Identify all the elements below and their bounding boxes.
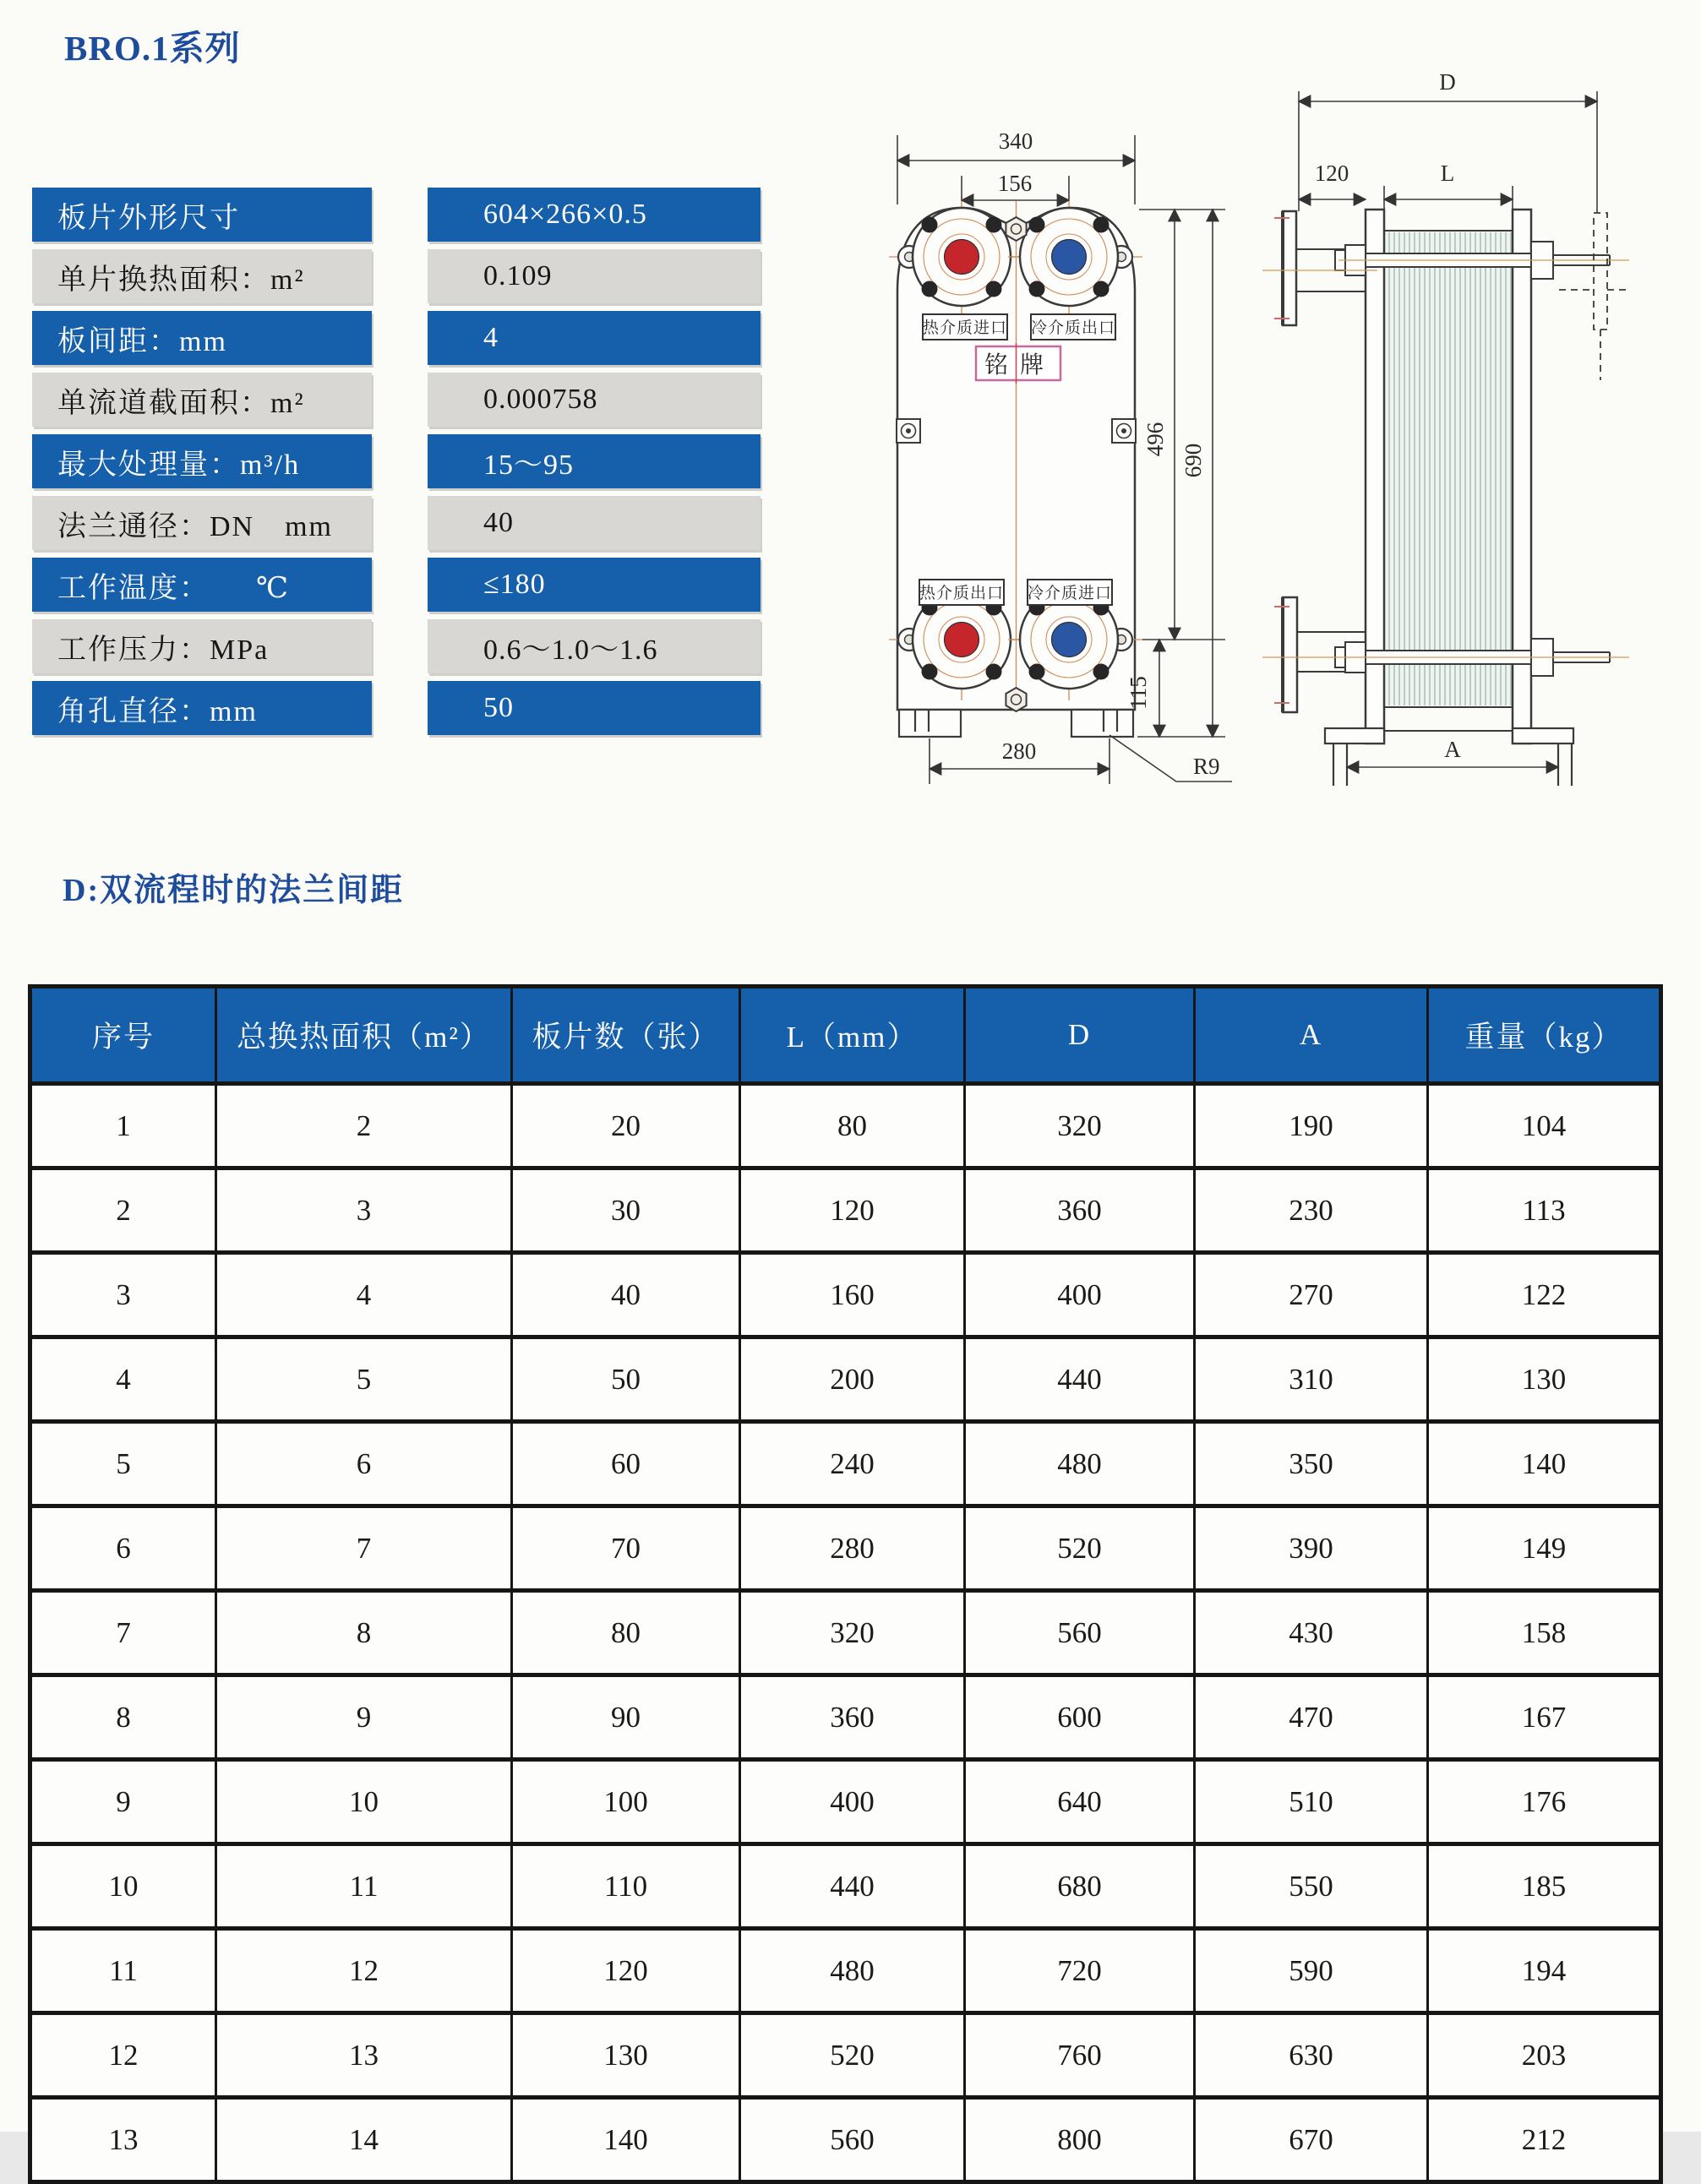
spec-label: 角孔直径：mm: [32, 681, 372, 735]
column-header: L（mm）: [740, 987, 965, 1084]
table-cell: 185: [1428, 1844, 1661, 1929]
table-cell: 720: [965, 1929, 1195, 2013]
table-cell: 3: [216, 1168, 512, 1253]
table-cell: 160: [740, 1253, 965, 1337]
table-cell: 6: [216, 1422, 512, 1506]
table-cell: 5: [30, 1422, 216, 1506]
table-cell: 550: [1195, 1844, 1428, 1929]
spec-value: 4: [428, 311, 761, 365]
spec-value: 50: [428, 681, 761, 735]
table-row: [30, 2098, 1661, 2182]
table-row: [30, 1084, 1661, 1168]
table-cell: 470: [1195, 1675, 1428, 1760]
table-cell: 113: [1428, 1168, 1661, 1253]
table-cell: 120: [512, 1929, 740, 2013]
table-cell: 480: [965, 1422, 1195, 1506]
page-subtitle: D:双流程时的法兰间距: [63, 873, 405, 908]
table-cell: 149: [1428, 1506, 1661, 1591]
table-cell: 70: [512, 1506, 740, 1591]
ghost-flange: [1559, 213, 1627, 380]
side-bolt: [1112, 419, 1136, 443]
table-cell: 167: [1428, 1675, 1661, 1760]
table-row: [30, 1506, 1661, 1591]
side-bolt: [897, 419, 920, 443]
table-cell: 90: [512, 1675, 740, 1760]
table-cell: 80: [512, 1591, 740, 1675]
table-cell: 8: [216, 1591, 512, 1675]
table-cell: 158: [1428, 1591, 1661, 1675]
nameplate-label: 铭牌: [984, 352, 1056, 379]
dim-115: 115: [1126, 676, 1151, 710]
spec-value: 0.6～1.0～1.6: [428, 619, 761, 673]
table-cell: 4: [30, 1337, 216, 1422]
table-cell: 680: [965, 1844, 1195, 1929]
table-cell: 20: [512, 1084, 740, 1168]
table-header-row: [30, 987, 1661, 1084]
spec-row: [32, 681, 761, 735]
dim-280: 280: [1001, 738, 1037, 764]
table-cell: 110: [512, 1844, 740, 1929]
table-cell: 4: [216, 1253, 512, 1337]
spec-value: 604×266×0.5: [428, 188, 761, 242]
table-row: [30, 1168, 1661, 1253]
table-cell: 320: [965, 1084, 1195, 1168]
table-cell: 3: [30, 1253, 216, 1337]
spec-value: 0.000758: [428, 373, 761, 427]
spec-label: 单片换热面积：m²: [32, 249, 372, 303]
table-cell: 360: [965, 1168, 1195, 1253]
table-cell: 176: [1428, 1760, 1661, 1844]
column-header: 序号: [30, 987, 216, 1084]
table-cell: 140: [512, 2098, 740, 2182]
table-cell: 120: [740, 1168, 965, 1253]
table-cell: 50: [512, 1337, 740, 1422]
table-cell: 10: [216, 1760, 512, 1844]
dim-l: L: [1440, 161, 1455, 186]
spec-row: [32, 249, 761, 303]
spec-row: [32, 496, 761, 550]
table-cell: 510: [1195, 1760, 1428, 1844]
dim-340: 340: [998, 128, 1033, 154]
table-cell: 480: [740, 1929, 965, 2013]
table-cell: 600: [965, 1675, 1195, 1760]
dim-d: D: [1439, 69, 1456, 95]
dim-690: 690: [1180, 443, 1206, 478]
dimension-table: [28, 984, 1663, 2184]
spec-row: [32, 373, 761, 427]
table-cell: 8: [30, 1675, 216, 1760]
table-row: [30, 2013, 1661, 2098]
table-row: [30, 1844, 1661, 1929]
column-header: 总换热面积（m²）: [216, 987, 512, 1084]
table-cell: 7: [30, 1591, 216, 1675]
side-view-drawing: [1251, 46, 1701, 832]
feet: [899, 710, 1133, 737]
table-cell: 212: [1428, 2098, 1661, 2182]
spec-label: 工作压力：MPa: [32, 619, 372, 673]
table-cell: 320: [740, 1591, 965, 1675]
table-cell: 13: [216, 2013, 512, 2098]
hot-outlet-label: 热介质出口: [919, 585, 1005, 602]
column-header: 板片数（张）: [512, 987, 740, 1084]
hex-bolt: [1006, 217, 1026, 241]
table-cell: 6: [30, 1506, 216, 1591]
table-cell: 5: [216, 1337, 512, 1422]
table-cell: 10: [30, 1844, 216, 1929]
table-cell: 350: [1195, 1422, 1428, 1506]
table-cell: 590: [1195, 1929, 1428, 2013]
table-cell: 9: [30, 1760, 216, 1844]
spec-label: 法兰通径：DN mm: [32, 496, 372, 550]
spec-value: 15～95: [428, 434, 761, 488]
table-row: [30, 1591, 1661, 1675]
column-header: 重量（kg）: [1428, 987, 1661, 1084]
table-cell: 30: [512, 1168, 740, 1253]
table-cell: 122: [1428, 1253, 1661, 1337]
table-cell: 7: [216, 1506, 512, 1591]
table-cell: 203: [1428, 2013, 1661, 2098]
spec-label: 板间距：mm: [32, 311, 372, 365]
table-row: [30, 1675, 1661, 1760]
spec-label: 单流道截面积：m²: [32, 373, 372, 427]
table-cell: 430: [1195, 1591, 1428, 1675]
table-cell: 400: [965, 1253, 1195, 1337]
table-cell: 560: [965, 1591, 1195, 1675]
column-header: D: [965, 987, 1195, 1084]
column-header: A: [1195, 987, 1428, 1084]
spec-row: [32, 188, 761, 242]
spec-label: 板片外形尺寸: [32, 188, 372, 242]
cold-inlet-label: 冷介质进口: [1027, 585, 1113, 602]
table-cell: 60: [512, 1422, 740, 1506]
table-cell: 310: [1195, 1337, 1428, 1422]
table-cell: 670: [1195, 2098, 1428, 2182]
table-cell: 2: [30, 1168, 216, 1253]
table-cell: 200: [740, 1337, 965, 1422]
front-view-drawing: [879, 118, 1246, 824]
spec-row: [32, 558, 761, 612]
table-cell: 80: [740, 1084, 965, 1168]
table-row: [30, 1337, 1661, 1422]
spec-table: [32, 188, 761, 743]
table-cell: 100: [512, 1760, 740, 1844]
table-cell: 11: [216, 1844, 512, 1929]
table-cell: 2: [216, 1084, 512, 1168]
table-cell: 12: [216, 1929, 512, 2013]
table-cell: 440: [965, 1337, 1195, 1422]
table-cell: 520: [965, 1506, 1195, 1591]
table-cell: 360: [740, 1675, 965, 1760]
spec-row: [32, 311, 761, 365]
page-title: BRO.1系列: [64, 29, 241, 68]
table-row: [30, 1253, 1661, 1337]
table-cell: 560: [740, 2098, 965, 2182]
table-cell: 440: [740, 1844, 965, 1929]
table-cell: 520: [740, 2013, 965, 2098]
spec-row: [32, 434, 761, 488]
table-cell: 190: [1195, 1084, 1428, 1168]
spec-value: 0.109: [428, 249, 761, 303]
table-cell: 194: [1428, 1929, 1661, 2013]
table-cell: 760: [965, 2013, 1195, 2098]
table-cell: 130: [1428, 1337, 1661, 1422]
table-cell: 230: [1195, 1168, 1428, 1253]
plate-pack: [1384, 231, 1513, 707]
dim-r9: R9: [1193, 754, 1220, 779]
table-row: [30, 1760, 1661, 1844]
dim-156: 156: [997, 171, 1033, 196]
spec-row: [32, 619, 761, 673]
table-cell: 640: [965, 1760, 1195, 1844]
dim-a: A: [1444, 737, 1461, 762]
table-cell: 240: [740, 1422, 965, 1506]
table-cell: 280: [740, 1506, 965, 1591]
dim-120: 120: [1314, 161, 1349, 186]
table-cell: 270: [1195, 1253, 1428, 1337]
table-cell: 630: [1195, 2013, 1428, 2098]
spec-value: ≤180: [428, 558, 761, 612]
spec-label: 工作温度： ℃: [32, 558, 372, 612]
table-cell: 9: [216, 1675, 512, 1760]
spec-value: 40: [428, 496, 761, 550]
dim-496: 496: [1142, 422, 1168, 457]
table-cell: 400: [740, 1760, 965, 1844]
table-cell: 104: [1428, 1084, 1661, 1168]
spec-label: 最大处理量：m³/h: [32, 434, 372, 488]
table-cell: 13: [30, 2098, 216, 2182]
table-cell: 1: [30, 1084, 216, 1168]
table-cell: 40: [512, 1253, 740, 1337]
table-cell: 390: [1195, 1506, 1428, 1591]
table-cell: 130: [512, 2013, 740, 2098]
left-flanges: [1283, 211, 1366, 712]
table-cell: 11: [30, 1929, 216, 2013]
cold-outlet-label: 冷介质出口: [1030, 319, 1116, 337]
table-cell: 800: [965, 2098, 1195, 2182]
table-row: [30, 1929, 1661, 2013]
hex-bolt: [1006, 688, 1026, 711]
hot-inlet-label: 热介质进口: [922, 319, 1008, 337]
table-cell: 14: [216, 2098, 512, 2182]
table-cell: 12: [30, 2013, 216, 2098]
table-cell: 140: [1428, 1422, 1661, 1506]
table-row: [30, 1422, 1661, 1506]
